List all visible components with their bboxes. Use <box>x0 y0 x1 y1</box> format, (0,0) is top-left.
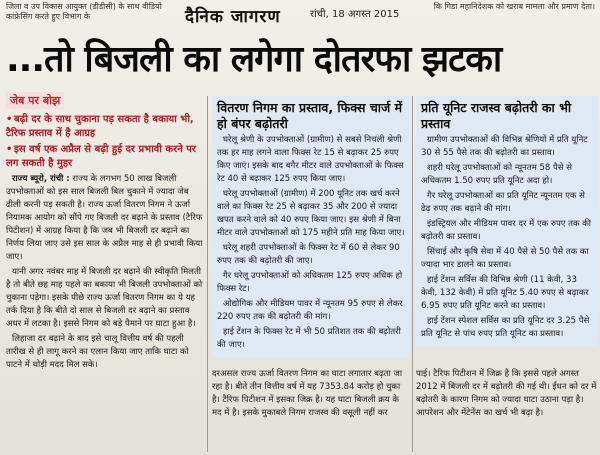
box-paragraph: शहरी घरेलू उपभोक्ताओं को न्यूनतम 58 पैसे से अधिकतम 1.50 रुपए प्रति यूनिट अदा हो। <box>421 163 573 186</box>
column-right <box>416 96 598 347</box>
top-strip <box>0 0 600 28</box>
revenue-box <box>416 96 598 347</box>
box-paragraph: गैर घरेलू उपभोक्ताओं को अधिकतम 125 रुपए अधिक हो फिक्स रेट। <box>217 271 403 294</box>
column-divider <box>207 96 208 452</box>
box-paragraph: घरेलू श्रेणी के उपभोक्ताओं (ग्रामीण) से सबसे निचली श्रेणी तक हर माह लगने वाला फिक्स रेट 15 से बढ़ाकर 25 रुपए किए जाएं। इसके बाद बगैर मीटर वाले उपभोक्ताओं के फिक्स रेट 40 से बढ़ाकर 125 रुपए किया जाए। <box>217 135 404 184</box>
box-paragraph: ग्रामीण उपभोक्ताओं की विभिन्न श्रेणियों में प्रति यूनिट 30 से 55 पैसे तक की बढ़ोतरी का प्रस्ताव। <box>421 135 588 158</box>
bullet-2 <box>6 143 204 171</box>
box-title: वितरण निगम का प्रस्ताव, फिक्स चार्ज में हो बंपर बढ़ोतरी <box>217 100 403 131</box>
box-paragraph: गैर घरेलू उपभोक्ताओं का प्रति यूनिट न्यूनतम एक से ढेढ़ रुपए तक बढ़ाने की मांग। <box>421 191 585 214</box>
newspaper-masthead: दैनिक जागरण <box>185 7 281 27</box>
body-paragraph <box>6 173 204 264</box>
body-paragraph: यानी अगर नवंबर माह में बिजली दर बढ़ाने की स्वीकृति मिलती है तो बीते छह माह पहले का बकाया भी बिजली उपभोक्ताओं को चुकाना पड़ेगा। इसके पीछे राज्य ऊर्जा वितरण निगम का ये यह तर्क दिया है कि बीते दो साल से बिजली दर बढ़ाने का प्रस्ताव अधर में लटका है। इससे निगम को बड़े पैमाने पर घाटा हुआ है। <box>6 267 203 329</box>
box-paragraph: हाई टेंशन के फिक्स रेट में भी 50 प्रतिशत तक की बढ़ोतरी की जाए। <box>217 327 401 350</box>
bullet-text: इस वर्ष एक अप्रैल से बढ़ी हुई दर प्रभावी करने पर लग सकती है मुहर <box>6 144 197 169</box>
bullet-1 <box>6 113 204 141</box>
right-bottom-text: पाई। टैरिफ पिटीशन में जिक्र है कि इससे पहले अगस्त 2012 में बिजली दर में बढ़ोतरी की गई थी। ईंधन को दर में बढ़ोतरी के कारण निगम को ज्यादा घाटा उठाना पड़ा है। आपरेशन और मेंटेनेंस का खर्च भी बढ़ा है। <box>416 369 597 418</box>
bullet-icon: • <box>6 144 13 155</box>
box-paragraph: सिंचाई और कृषि सेवा में 40 पैसे से 50 पैसे तक का ज्यादा भार डालने का प्रस्ताव। <box>421 247 589 270</box>
top-right-text: कि गिडा महानिदेशक को खराब मामला और प्रमाण देता। <box>433 2 595 11</box>
proposal-box <box>212 96 410 358</box>
bullet-text: बढ़ी दर के साथ चुकाना पड़ सकता है बकाया भी, टैरिफ प्रस्ताव में है आग्रह <box>6 114 194 139</box>
box-paragraph: हाई टेंशन सर्विस की विभिन्न श्रेणी (11 केवी, 33 केवी, 132 केवी) में प्रति यूनिट 5.40 रुपए से बढ़ाकर 6.95 रुपए प्रति यूनिट करने का प्रस्ताव। <box>421 275 589 311</box>
body-paragraph: लिहाजा दर बढ़ाने के बाद इसे चालू वित्तीय वर्ष की पहली तारीख से ही लागू करने का एलान किया जाए ताकि घाटा को पाटने में थोड़ी मदद मिल सके। <box>6 334 189 370</box>
bullet-icon: • <box>6 114 13 125</box>
box-paragraph: ओद्योगिक और मीडियम पावर में न्यूनतम 95 रुपए से लेकर 220 रुपए तक की बढ़ोतरी की मांग। <box>217 299 403 322</box>
page-title: ...तो बिजली का लगेगा दोतरफा झटका <box>6 39 502 80</box>
column-middle <box>212 96 410 358</box>
section-head: जेब पर बोझ <box>6 92 64 109</box>
byline: राज्य ब्यूरो, रांची : <box>12 174 70 184</box>
box-paragraph: हाई टेंशन स्पेशल सर्विस का प्रति यूनिट दर 3.25 पैसे प्रति यूनिट से पांच रुपए प्रति यूनिट का प्रस्ताव। <box>421 316 590 339</box>
middle-bottom-text: दरअसल राज्य ऊर्जा वितरण निगम का घाटा लगातार बढ़ता जा रहा है। बीते तीन वित्तीय वर्ष में यह 7353.84 करोड़ हो चुका है। टैरिफ पिटीशन में इसका जिक्र है। यह घाटा बिजली क्रय के मद में है। इसके मुकाबले निगम राजस्व की वसूली नहीं कर <box>212 369 403 418</box>
dateline: रांची, 18 अगस्त 2015 <box>310 9 400 20</box>
box-paragraph: घरेलू उपभोक्ताओं (ग्रामीण) में 200 यूनिट तक खर्च करने वाले का फिक्स रेट 25 से बढ़ाकर 35 और 200 से ज्यादा खपत करने वाले को 40 रुपए किया जाए। इस श्रेणी में बिना मीटर वाले उपभोक्ताओं को 175 महीने प्रति माह किया जाए। <box>217 189 405 238</box>
paragraph-text: राज्य के लगभग 50 लाख बिजली उपभोक्ताओं को इस साल बिजली बिल चुकाने में ज्यादा जेब ढीली करनी पड़ सकती है। राज्य ऊर्जा वितरण निगम ने ऊर्जा नियामक आयोग को सौंपे गए बिजली दर बढ़ाने के प्रस्ताव (टैरिफ पिटीशन) में आग्रह किया है कि जब भी बिजली दर बढ़ाने का निर्णय लिया जाए उसे इस साल के अप्रैल माह से ही प्रभावी किया जाए। <box>6 174 203 262</box>
column-divider <box>412 96 413 452</box>
box-paragraph: घरेलू शहरी उपभोक्ताओं के फिक्स रेट में 60 से लेकर 90 रुपए तक की बढ़ोतरी की जाए। <box>217 243 400 266</box>
top-left-text: जिला व उप विकास आयुक्त (डीडीसी) के साथ वीडियो कांफ्रेसिंग करते हुए विभाग के <box>6 2 162 21</box>
box-title: प्रति यूनिट राजस्व बढ़ोतरी का भी प्रस्ताव <box>421 100 572 131</box>
column-left <box>6 92 204 374</box>
box-paragraph: इंडस्ट्रियल और मीडियम पावर दर में एक रुपए तक की बढ़ोतरी का प्रस्ताव। <box>421 219 591 242</box>
